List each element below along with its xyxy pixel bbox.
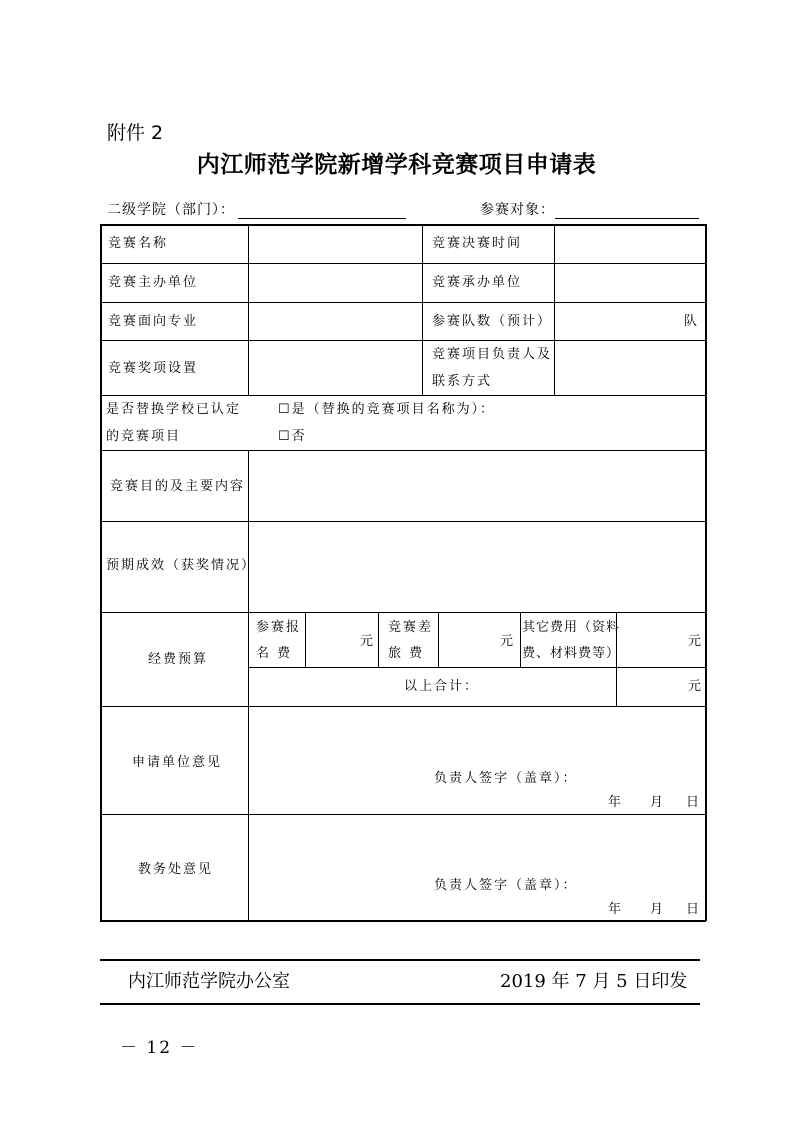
replace-label-line1: 是否替换学校已认定	[106, 402, 242, 417]
fee-label-line2: 名 费	[256, 646, 293, 661]
unit-opinion-label: 申请单位意见	[132, 755, 223, 770]
row-divider	[100, 521, 706, 522]
team-unit-label: 队	[684, 314, 700, 329]
footer-rule-top	[100, 959, 700, 961]
total-label: 以上合计：	[404, 679, 480, 694]
row-divider	[100, 263, 706, 264]
option-no-checkbox[interactable]: ☐否	[278, 429, 307, 444]
budget-label: 经费预算	[148, 652, 209, 667]
unit-day-label: 日	[686, 795, 702, 810]
travel-label-line2: 旅 费	[388, 646, 425, 661]
college-field[interactable]	[238, 218, 406, 219]
col-divider	[248, 224, 249, 396]
majors-label: 竞赛面向专业	[108, 314, 199, 329]
fee-currency: 元	[360, 634, 376, 649]
col-divider	[520, 612, 521, 667]
row-divider	[100, 706, 706, 707]
footer-rule-bottom	[100, 1003, 700, 1005]
row-divider	[100, 450, 706, 451]
footer-date: 2019 年 7 月 5 日印发	[500, 971, 688, 992]
travel-currency: 元	[500, 634, 516, 649]
page-number: － 12 －	[120, 1038, 199, 1058]
col-divider	[248, 450, 249, 920]
page-title: 内江师范学院新增学科竞赛项目申请表	[196, 152, 597, 178]
fee-label-line1: 参赛报	[256, 620, 302, 635]
office-signature-label: 负责人签字（盖章）：	[434, 878, 578, 893]
office-month-label: 月	[650, 902, 666, 917]
office-day-label: 日	[686, 902, 702, 917]
awards-label: 竞赛奖项设置	[108, 361, 199, 376]
unit-year-label: 年	[608, 795, 624, 810]
col-divider	[438, 612, 439, 667]
row-divider	[100, 302, 706, 303]
office-year-label: 年	[608, 902, 624, 917]
row-divider	[100, 395, 706, 396]
participants-label: 参赛对象：	[480, 202, 555, 218]
row-divider	[100, 340, 706, 341]
competition-name-label: 竞赛名称	[108, 236, 169, 251]
purpose-label: 竞赛目的及主要内容	[110, 479, 246, 494]
total-currency: 元	[688, 679, 704, 694]
organizer-label: 竞赛主办单位	[108, 275, 199, 290]
travel-label-line1: 竞赛差	[388, 620, 434, 635]
office-opinion-label: 教务处意见	[138, 862, 214, 877]
col-divider	[422, 224, 423, 396]
final-time-label: 竞赛决赛时间	[432, 236, 523, 251]
unit-signature-label: 负责人签字（盖章）：	[434, 771, 578, 786]
team-count-label: 参赛队数（预计）	[432, 314, 553, 329]
other-currency: 元	[688, 634, 704, 649]
row-divider	[248, 667, 706, 668]
replace-label-line2: 的竞赛项目	[106, 429, 182, 444]
leader-label-line2: 联系方式	[432, 374, 493, 389]
participants-field[interactable]	[555, 218, 699, 219]
other-label-line1: 其它费用（资料	[522, 620, 621, 635]
leader-label-line1: 竞赛项目负责人及	[432, 347, 553, 362]
option-yes-checkbox[interactable]: ☐是（替换的竞赛项目名称为）：	[278, 402, 496, 417]
col-divider	[378, 612, 379, 667]
footer-office: 内江师范学院办公室	[128, 971, 290, 992]
table-border-left	[100, 224, 102, 921]
college-label: 二级学院（部门）：	[107, 202, 235, 218]
unit-month-label: 月	[650, 795, 666, 810]
host-label: 竞赛承办单位	[432, 275, 523, 290]
col-divider	[305, 612, 306, 667]
table-border-top	[100, 224, 706, 226]
other-label-line2: 费、材料费等）	[522, 646, 621, 661]
table-border-right	[705, 224, 707, 921]
col-divider	[554, 224, 555, 396]
expected-label: 预期成效（获奖情况）	[106, 558, 257, 573]
attachment-label: 附件 2	[107, 122, 164, 144]
